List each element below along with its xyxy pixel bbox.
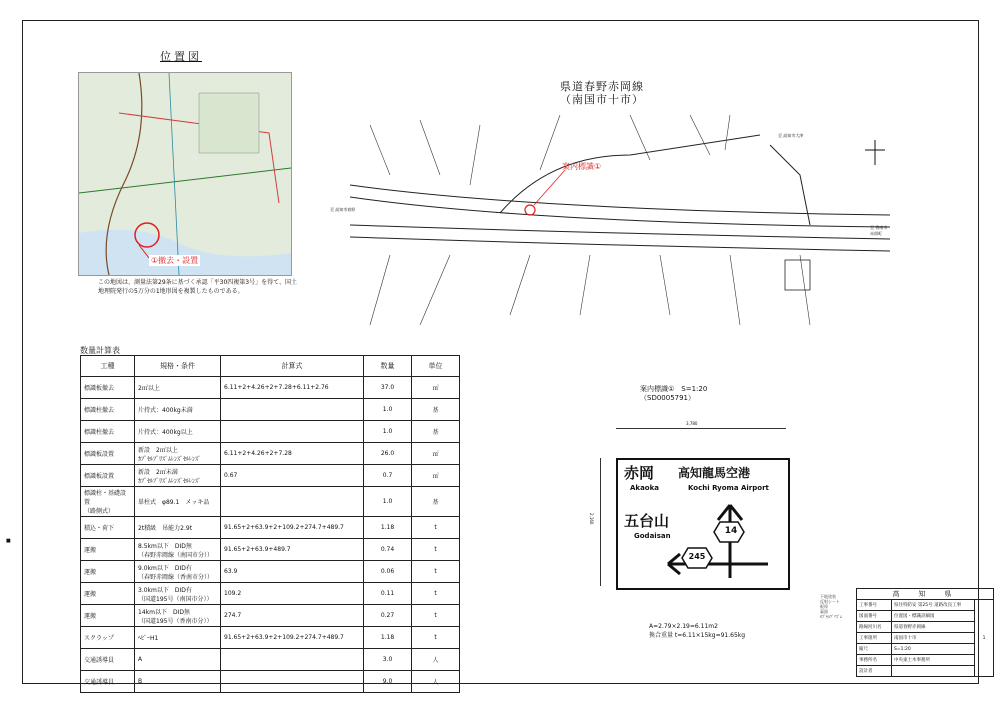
cell-qty: 1.18 [364,517,412,539]
cell-formula: 91.65+2+63.9+489.7 [221,539,364,561]
cell-formula: 109.2 [221,583,364,605]
table-row [81,487,460,517]
direction-left: 至 高知市春野 [330,207,356,212]
spec-note: ｶﾌﾟｾﾙﾌﾟﾘｽﾞﾑ [820,614,842,619]
cell-qty: 37.0 [364,377,412,399]
header-spec: 規格・条件 [135,356,221,377]
cell-work: 運搬 [81,605,135,627]
header-qty: 数量 [364,356,412,377]
road-title-line1: 県道春野赤岡線 [560,80,644,93]
title-block-org: 高 知 県 [857,589,994,600]
cell-qty: 1.0 [364,487,412,517]
cell-qty: 26.0 [364,443,412,465]
cell-unit: 基 [412,421,460,443]
cell-unit: t [412,605,460,627]
title-block-value: 位置図・標識詳細図 [892,611,975,622]
map-copyright-note: この地図は、測量法第29条に基づく承認「平30四複第3号」を得て、国土地理院発行の5万分の1地形図を複製したものである。 [98,279,297,295]
cell-unit: 人 [412,649,460,671]
cell-unit: t [412,583,460,605]
table-row [81,465,460,487]
cell-unit: t [412,627,460,649]
cell-work: 標識柱・基礎設置 （路側式） [81,487,135,517]
header-unit: 単位 [412,356,460,377]
cell-formula: 6.11+2+4.26+2+7.28+6.11+2.76 [221,377,364,399]
cell-qty: 1.0 [364,399,412,421]
guide-sign-board[interactable] [616,458,790,590]
cell-unit: ㎡ [412,465,460,487]
cell-spec: 新設 2㎡未満 ｶﾌﾟｾﾙﾌﾟﾘｽﾞﾑﾚﾝｽﾞｾﾙﾚﾝｽﾞ [135,465,221,487]
cell-spec: 片持式：400kg未満 [135,399,221,421]
title-block-row [857,655,994,666]
quantity-table [80,355,460,693]
table-row [81,649,460,671]
cell-work: 交通誘導員 [81,649,135,671]
cell-formula: 6.11+2+4.26+2+7.28 [221,443,364,465]
title-block-row [857,600,994,611]
road-title [560,80,644,106]
location-map-title: 位置図 [160,50,202,63]
cell-spec: A [135,649,221,671]
cell-work: 運搬 [81,583,135,605]
title-block-row [857,611,994,622]
direction-right: 至 香南市赤岡町 [870,225,888,236]
cell-qty: 0.27 [364,605,412,627]
title-block-row [857,622,994,633]
table-row [81,539,460,561]
sign-calculation [649,622,745,640]
cell-work: スクラップ [81,627,135,649]
title-block-label: 工事箇所 [857,633,892,644]
route-number-14: 14 [724,526,738,536]
sign-height-dimension [589,458,601,586]
title-block-value: 中央東土木事務所 [892,655,975,666]
location-map-graphic [79,73,291,275]
sign-code: （SD0005791） [640,394,696,402]
direction-top-right: 至 高知市大津 [778,133,804,138]
location-callout: ①撤去・設置 [151,256,199,265]
cell-formula [221,671,364,693]
cell-work: 積込・荷下 [81,517,135,539]
sign-dest2-en: Kochi Ryoma Airport [688,484,769,492]
cell-spec: 2t積級 吊能力2.9t [135,517,221,539]
cell-spec: 2㎡以上 [135,377,221,399]
cell-work: 標識柱撤去 [81,421,135,443]
cell-formula: 91.65+2+63.9+2+109.2+274.7+489.7 [221,517,364,539]
sign-arrows [618,460,788,588]
cell-spec: 単柱式 φ89.1 メッキ品 [135,487,221,517]
cell-unit: t [412,517,460,539]
table-row [81,443,460,465]
sign-location-callout: 案内標識① [562,162,602,171]
title-block-label: 縮尺 [857,644,892,655]
title-block-value [892,666,975,677]
title-block-label: 事務所名 [857,655,892,666]
cell-qty: 1.0 [364,421,412,443]
cell-work: 運搬 [81,561,135,583]
sign-height-label: 2,160 [589,513,594,525]
cell-qty: 3.0 [364,649,412,671]
sign-title-label: 案内標識① S=1:20 [640,385,708,393]
road-plan[interactable] [330,115,890,325]
cell-formula [221,399,364,421]
cell-work: 運搬 [81,539,135,561]
cell-qty: 0.06 [364,561,412,583]
cell-spec: B [135,671,221,693]
cell-spec: 9.0km以下 DID有 （春野赤岡線（香南市分）） [135,561,221,583]
route-number-245: 245 [688,552,706,561]
sign-dest3-en: Godaisan [634,532,671,540]
table-row [81,583,460,605]
sign-width-label: 3,780 [686,421,698,426]
table-row [81,399,460,421]
table-row [81,561,460,583]
table-row [81,377,460,399]
cell-spec: 14km以下 DID無 （国道195号（香南市分）） [135,605,221,627]
cell-qty: 0.74 [364,539,412,561]
cell-formula [221,421,364,443]
title-block-label: 設計者 [857,666,892,677]
cell-spec: 片持式：400kg以上 [135,421,221,443]
cell-formula: 274.7 [221,605,364,627]
location-map[interactable] [78,72,292,276]
sign-area: A=2.79×2.19=6.11m2 [649,623,718,630]
title-block-row [857,644,994,655]
cell-spec: 8.5km以下 DID無 （春野赤岡線（南国市分）） [135,539,221,561]
cell-formula [221,487,364,517]
cell-qty: 0.11 [364,583,412,605]
table-row [81,517,460,539]
cell-formula [221,649,364,671]
road-plan-graphic [330,115,890,325]
table-row [81,671,460,693]
cell-qty: 0.7 [364,465,412,487]
header-work: 工種 [81,356,135,377]
table-row [81,421,460,443]
cell-unit: t [412,561,460,583]
cell-unit: 基 [412,487,460,517]
margin-mark: ■ [6,538,11,544]
spec-note: 反射シート [820,599,840,604]
title-block-value: 県住特防安 第25号 道路改良工事 [892,600,975,611]
title-block-value: S=1:20 [892,644,975,655]
cell-formula: 63.9 [221,561,364,583]
cell-qty: 9.0 [364,671,412,693]
cell-work: 標識板撤去 [81,377,135,399]
cell-spec: ﾍﾋﾞｰH1 [135,627,221,649]
table-row [81,627,460,649]
title-block-label: 工事番号 [857,600,892,611]
header-formula: 計算式 [221,356,364,377]
sign-weight: 換合重量 t=6.11×15kg=91.65kg [649,632,746,639]
sign-title [640,385,707,403]
title-block-value: 南国市十市 [892,633,975,644]
cell-unit: 基 [412,399,460,421]
quantity-header-row [81,356,460,377]
table-row [81,605,460,627]
sign-dest2-jp: 高知龍馬空港 [678,466,751,480]
title-block-value: 県道春野赤岡線 [892,622,975,633]
cell-unit: ㎡ [412,377,460,399]
cell-formula: 91.65+2+63.9+2+109.2+274.7+489.7 [221,627,364,649]
title-block-row [857,666,994,677]
sign-spec-notes [820,594,842,619]
title-block-label: 図面番号 [857,611,892,622]
spec-note: 板厚 [820,604,828,609]
cell-work: 標識柱撤去 [81,399,135,421]
sheet-number: 1 [975,600,994,677]
cell-formula: 0.67 [221,465,364,487]
cell-work: 標識板設置 [81,443,135,465]
spec-note: 裏面 [820,609,828,614]
cell-qty: 1.18 [364,627,412,649]
title-block-label: 路線河川名 [857,622,892,633]
cell-work: 交通誘導員 [81,671,135,693]
sign-dest3-jp: 五台山 [624,512,670,530]
title-block [856,588,994,677]
road-title-line2: （南国市十市） [560,93,644,106]
cell-unit: ㎡ [412,443,460,465]
cell-spec: 新設 2㎡以上 ｶﾌﾟｾﾙﾌﾟﾘｽﾞﾑﾚﾝｽﾞｾﾙﾚﾝｽﾞ [135,443,221,465]
quantity-title: 数量計算表 [80,346,120,355]
cell-unit: 人 [412,671,460,693]
sign-width-dimension [616,421,786,429]
sign-dest1-en: Akaoka [630,484,659,492]
cell-unit: t [412,539,460,561]
cell-spec: 3.0km以下 DID有 （国道195号（南国市分）） [135,583,221,605]
cell-work: 標識板設置 [81,465,135,487]
title-block-row [857,633,994,644]
sign-dest1-jp: 赤岡 [624,464,655,482]
spec-note: 下地塗装 [820,594,836,599]
